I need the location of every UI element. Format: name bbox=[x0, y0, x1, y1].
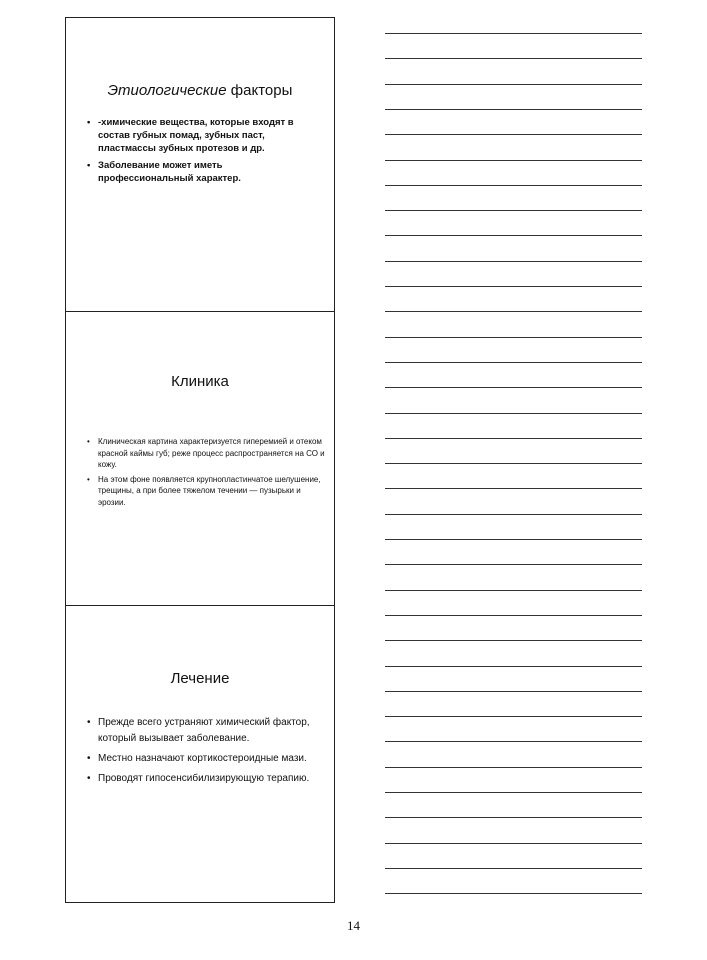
note-line bbox=[385, 413, 642, 414]
note-line bbox=[385, 741, 642, 742]
slide-title bbox=[66, 82, 334, 99]
note-line bbox=[385, 210, 642, 211]
bullet-list bbox=[87, 436, 325, 511]
slide-title-rest: факторы bbox=[226, 82, 293, 99]
bullet-item: • Местно назначают кортикостероидные мази. bbox=[87, 751, 315, 767]
note-line bbox=[385, 337, 642, 338]
note-line bbox=[385, 185, 642, 186]
note-line bbox=[385, 539, 642, 540]
slides-column bbox=[65, 17, 335, 903]
note-line bbox=[385, 590, 642, 591]
note-line bbox=[385, 691, 642, 692]
note-line bbox=[385, 514, 642, 515]
note-line bbox=[385, 438, 642, 439]
note-line bbox=[385, 362, 642, 363]
note-line bbox=[385, 615, 642, 616]
note-line bbox=[385, 160, 642, 161]
note-line bbox=[385, 817, 642, 818]
note-line bbox=[385, 134, 642, 135]
note-line bbox=[385, 792, 642, 793]
bullet-item: • На этом фоне появляется крупнопластинчатое шелушение, трещины, а при более тяжелом течении — пузырьки и эрозии. bbox=[87, 474, 325, 509]
note-line bbox=[385, 84, 642, 85]
slide-clinic bbox=[66, 312, 334, 606]
slide-treatment bbox=[66, 606, 334, 902]
note-line bbox=[385, 868, 642, 869]
slide-title-italic: Этиологические bbox=[107, 82, 227, 99]
note-line bbox=[385, 58, 642, 59]
bullet-list bbox=[87, 116, 319, 189]
bullet-item: • -химические вещества, которые входят в состав губных помад, зубных паст, пластмассы зубных протезов и др. bbox=[87, 116, 319, 155]
bullet-list bbox=[87, 715, 315, 791]
note-line bbox=[385, 564, 642, 565]
note-line bbox=[385, 463, 642, 464]
bullet-item: • Прежде всего устраняют химический фактор, который вызывает заболевание. bbox=[87, 715, 315, 747]
bullet-item: • Клиническая картина характеризуется гиперемией и отеком красной каймы губ; реже процесс распространяется на СО и кожу. bbox=[87, 436, 325, 471]
page-number: 14 bbox=[347, 918, 360, 933]
notes-lines-area bbox=[385, 20, 642, 900]
bullet-item: • Заболевание может иметь профессиональный характер. bbox=[87, 159, 319, 185]
note-line bbox=[385, 488, 642, 489]
note-line bbox=[385, 843, 642, 844]
note-line bbox=[385, 640, 642, 641]
slide-title: Лечение bbox=[170, 670, 230, 687]
note-line bbox=[385, 767, 642, 768]
note-line bbox=[385, 109, 642, 110]
note-line bbox=[385, 286, 642, 287]
slide-etiology bbox=[66, 18, 334, 312]
note-line bbox=[385, 33, 642, 34]
bullet-item: • Проводят гипосенсибилизирующую терапию. bbox=[87, 771, 315, 787]
note-line bbox=[385, 716, 642, 717]
slide-title: Клиника bbox=[171, 373, 229, 390]
note-line bbox=[385, 311, 642, 312]
note-line bbox=[385, 666, 642, 667]
note-line bbox=[385, 235, 642, 236]
note-line bbox=[385, 387, 642, 388]
note-line bbox=[385, 893, 642, 894]
note-line bbox=[385, 261, 642, 262]
